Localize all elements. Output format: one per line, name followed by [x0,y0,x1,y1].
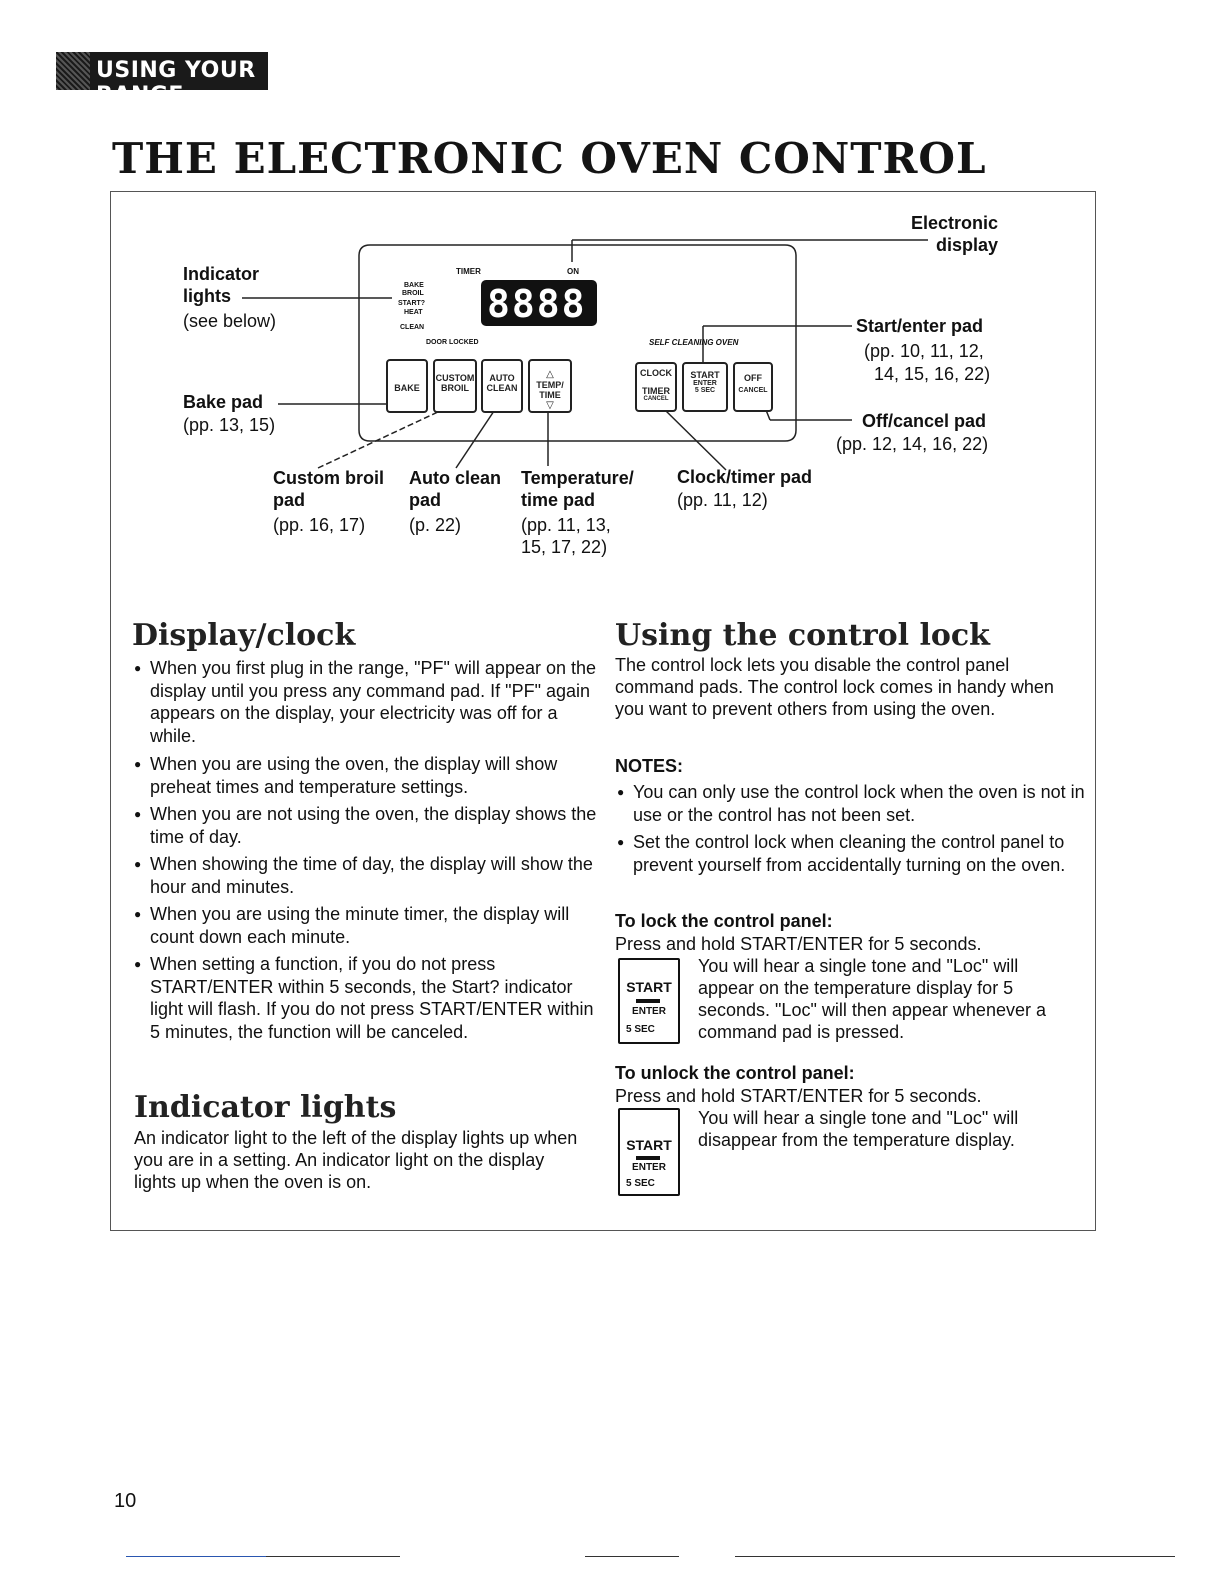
clock-timer-pages: (pp. 11, 12) [677,490,768,510]
bake-pad[interactable]: BAKE [386,359,428,413]
off-cancel-pad[interactable]: OFF CANCEL [733,362,773,412]
lock-result: You will hear a single tone and "Loc" will appear on the temperature display for 5 seconds. "Loc" will then appear whenever a command pad is pressed. [698,956,1046,1042]
indicator-lights-note: (see below) [183,311,277,331]
display-clock-heading: Display/clock [132,618,356,653]
footer-rule [585,1556,679,1557]
note-item: ● You can only use the control lock when the oven is not in use or the control has not been set. [617,781,1089,826]
clock-timer-label: Clock/timer pad [677,467,813,487]
custom-broil-pages: (pp. 16, 17) [273,515,366,535]
bake-mark: BAKE [404,282,424,289]
custom-broil-pad[interactable]: CUSTOM BROIL [433,359,477,413]
lock-icon: 5 SEC [626,1178,655,1189]
start-enter-pages-1: (pp. 10, 11, 12, [864,341,984,361]
bake-pad-label: Bake pad [183,392,264,412]
footer-rule [126,1556,266,1557]
lock-icon: 5 SEC [626,1024,655,1035]
bake-pad-pages: (pp. 13, 15) [183,415,276,435]
timer-mark: TIMER [456,267,481,276]
on-mark: ON [567,267,579,276]
display-bullet: ● When you first plug in the range, "PF" will appear on the display until you press any command pad. If "PF" again appears on the display, your electricity was off for a while. [134,657,602,747]
off-cancel-label: Off/cancel pad [862,411,987,431]
electronic-display-label: Electronic display [910,213,998,255]
indicator-lights-label: Indicator lights [183,264,260,306]
page-title: THE ELECTRONIC OVEN CONTROL [112,134,987,183]
start-enter-label: Start/enter pad [856,316,984,336]
control-lock-intro: The control lock lets you disable the control panel command pads. The control lock comes in handy when you want to prevent others from using the oven. [615,655,1054,719]
self-cleaning-oven-label: SELF CLEANING OVEN [649,338,739,347]
start-enter-pages-2: 14, 15, 16, 22) [874,364,991,384]
display-bullet: ● When setting a function, if you do not press START/ENTER within 5 seconds, the Start? indicator light will flash. If you do not press START/ENTER within 5 minutes, the function will be canceled. [134,953,602,1043]
banner-label: USING YOUR RANGE [96,58,256,108]
heat-mark: HEAT [404,309,423,316]
temp-time-label: Temperature/ time pad [521,468,634,510]
note-item: ● Set the control lock when cleaning the control panel to prevent yourself from accidentally turning on the oven. [617,831,1089,876]
temp-time-pad[interactable]: △ TEMP/ TIME ▽ [528,359,572,413]
clean-mark: CLEAN [400,324,425,331]
lock-step: Press and hold START/ENTER for 5 seconds. [615,934,982,954]
indicator-lights-heading: Indicator lights [134,1090,397,1125]
arrow-up-icon: △ [546,369,554,380]
page-number: 10 [114,1490,137,1512]
start-mark: START? [398,300,426,307]
control-lock-heading: Using the control lock [615,618,990,653]
notes-label: NOTES: [615,756,684,776]
lock-heading: To lock the control panel: [615,911,833,931]
electronic-display [481,280,597,326]
display-bullet: ● When you are using the oven, the display will show preheat times and temperature settings. [134,753,602,798]
display-bullet: ● When you are not using the oven, the display shows the time of day. [134,803,602,848]
broil-mark: BROIL [402,290,424,297]
unlock-result: You will hear a single tone and "Loc" will disappear from the temperature display. [698,1108,1019,1150]
start-enter-key-icon: START ENTER 5 SEC [618,958,680,1044]
temp-time-pages: (pp. 11, 13, 15, 17, 22) [521,515,611,557]
key-bar [636,1156,660,1160]
key-bar [636,999,660,1003]
start-enter-key-icon: START ENTER 5 SEC [618,1108,680,1196]
auto-clean-pad[interactable]: AUTO CLEAN [481,359,523,413]
auto-clean-pages: (p. 22) [409,515,462,535]
unlock-step: Press and hold START/ENTER for 5 seconds. [615,1086,982,1106]
indicator-lights-text: An indicator light to the left of the display lights up when you are in a setting. An indicator light on the display lights up when the oven is on. [134,1128,578,1192]
start-enter-pad[interactable]: START ENTER 5 SEC [682,362,728,412]
display-bullet: ● When showing the time of day, the display will show the hour and minutes. [134,853,602,898]
off-cancel-pages: (pp. 12, 14, 16, 22) [836,434,989,454]
arrow-down-icon: ▽ [546,400,554,411]
footer-rule [266,1556,400,1557]
display-bullet: ● When you are using the minute timer, the display will count down each minute. [134,903,602,948]
footer-rule [735,1556,1175,1557]
door-locked-mark: DOOR LOCKED [426,339,479,346]
display-digits: 8888 [487,282,587,326]
clock-timer-pad[interactable]: CLOCK TIMER CANCEL [635,362,677,412]
auto-clean-label: Auto clean pad [409,468,502,510]
unlock-heading: To unlock the control panel: [615,1063,855,1083]
custom-broil-label: Custom broil pad [273,468,384,510]
